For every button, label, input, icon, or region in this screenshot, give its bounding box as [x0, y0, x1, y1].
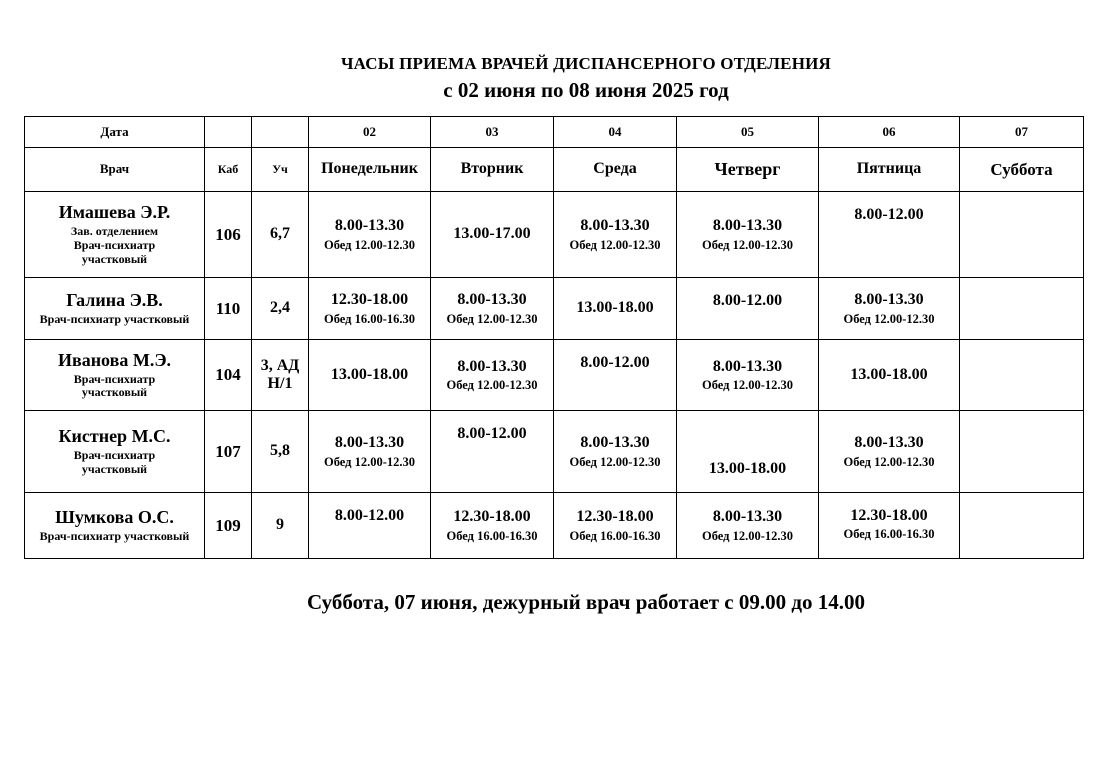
schedule-cell [431, 340, 554, 411]
schedule-cell [554, 340, 677, 411]
lunch-break: Обед 16.00-16.30 [446, 528, 538, 543]
working-hours: 8.00-13.30 [334, 434, 405, 452]
lunch-break: Обед 12.00-12.30 [701, 528, 794, 543]
cabinet-number: 106 [205, 192, 252, 278]
lunch-break: Обед 12.00-12.30 [569, 237, 661, 252]
working-hours: 13.00-18.00 [330, 365, 409, 383]
document-title: ЧАСЫ ПРИЕМА ВРАЧЕЙ ДИСПАНСЕРНОГО ОТДЕЛЕНИЯ [340, 54, 832, 73]
schedule-cell [431, 493, 554, 559]
schedule-cell [309, 493, 431, 559]
doctor-row [25, 340, 1084, 411]
schedule-cell [819, 340, 960, 411]
lunch-break: Обед 12.00-12.30 [446, 378, 538, 392]
schedule-cell [960, 192, 1084, 278]
section-number: 6,7 [252, 192, 309, 278]
doctor-row [25, 493, 1084, 559]
doctor-role: Зав. отделением [70, 224, 159, 239]
working-hours: 13.00-18.00 [850, 365, 928, 383]
section-header: Уч [252, 148, 309, 192]
weekday-cell: Среда [554, 148, 677, 192]
lunch-break: Обед 12.00-12.30 [701, 237, 794, 252]
lunch-break: Обед 12.00-12.30 [843, 311, 935, 326]
working-hours: 8.00-13.30 [712, 508, 783, 526]
date-cell: 07 [960, 117, 1084, 148]
doctor-role: участковый [81, 385, 148, 400]
working-hours: 8.00-12.00 [712, 292, 783, 309]
lunch-break: Обед 12.00-12.30 [843, 454, 935, 469]
lunch-break: Обед 12.00-12.30 [323, 454, 416, 469]
doctor-role: Врач-психиатр [73, 237, 156, 252]
schedule-cell [819, 192, 960, 278]
weekday-cell: Пятница [819, 148, 960, 192]
schedule-cell [819, 493, 960, 559]
working-hours: 13.00-18.00 [708, 459, 787, 477]
empty-header-cell [205, 117, 252, 148]
doctor-role: участковый [81, 251, 148, 266]
schedule-cell [677, 411, 819, 493]
doctor-cell [25, 493, 205, 559]
empty-header-cell [252, 117, 309, 148]
date-row [25, 117, 1084, 148]
working-hours: 8.00-13.30 [712, 217, 783, 235]
doctor-role: Врач-психиатр [73, 371, 156, 386]
lunch-break: Обед 16.00-16.30 [843, 527, 935, 542]
working-hours: 8.00-12.00 [457, 425, 527, 442]
working-hours: 12.30-18.00 [453, 508, 531, 526]
weekday-cell: Понедельник [309, 148, 431, 192]
schedule-cell [309, 192, 431, 278]
section-number: 2,4 [252, 278, 309, 340]
section-number: 3, АДН/1 [252, 340, 309, 411]
working-hours: 8.00-13.30 [457, 357, 527, 375]
doctor-row [25, 192, 1084, 278]
date-header: Дата [25, 117, 205, 148]
lunch-break: Обед 12.00-12.30 [569, 454, 661, 469]
schedule-cell [431, 192, 554, 278]
working-hours: 8.00-13.30 [334, 217, 405, 235]
date-cell: 02 [309, 117, 431, 148]
lunch-break: Обед 12.00-12.30 [701, 378, 794, 392]
weekday-row [25, 148, 1084, 192]
doctor-name: Галина Э.В. [66, 290, 163, 311]
doctor-cell [25, 192, 205, 278]
doctor-role: Врач-психиатр [73, 448, 156, 463]
schedule-cell [960, 340, 1084, 411]
doctor-row [25, 411, 1084, 493]
doctor-cell [25, 278, 205, 340]
date-cell: 03 [431, 117, 554, 148]
schedule-cell [431, 278, 554, 340]
doctor-role: участковый [81, 461, 148, 476]
cab-header: Каб [205, 148, 252, 192]
weekday-cell: Суббота [960, 148, 1084, 192]
working-hours: 8.00-13.30 [854, 434, 924, 452]
schedule-cell [677, 493, 819, 559]
date-cell: 05 [677, 117, 819, 148]
doctor-name: Кистнер М.С. [58, 426, 171, 447]
doctor-header: Врач [25, 148, 205, 192]
schedule-cell [960, 493, 1084, 559]
schedule-cell [677, 278, 819, 340]
schedule-cell [554, 493, 677, 559]
weekday-cell: Вторник [431, 148, 554, 192]
lunch-break: Обед 16.00-16.30 [569, 528, 661, 543]
doctor-name: Имашева Э.Р. [58, 202, 171, 223]
doctor-role: Врач-психиатр участковый [39, 311, 190, 326]
working-hours: 8.00-13.30 [580, 217, 650, 235]
saturday-duty-note: Суббота, 07 июня, дежурный врач работает с 09.00 до 14.00 [307, 590, 865, 614]
lunch-break: Обед 16.00-16.30 [323, 311, 416, 326]
schedule-cell [960, 411, 1084, 493]
schedule-cell [677, 192, 819, 278]
schedule-cell [431, 411, 554, 493]
weekday-cell: Четверг [677, 148, 819, 192]
doctor-cell [25, 411, 205, 493]
schedule-cell [554, 411, 677, 493]
working-hours: 8.00-13.30 [712, 357, 783, 375]
cabinet-number: 109 [205, 493, 252, 559]
schedule-cell [309, 278, 431, 340]
working-hours: 12.30-18.00 [576, 508, 654, 526]
schedule-cell [554, 192, 677, 278]
working-hours: 12.30-18.00 [850, 507, 928, 524]
schedule-cell [309, 340, 431, 411]
working-hours: 13.00-18.00 [576, 299, 654, 317]
schedule-cell [554, 278, 677, 340]
doctor-name: Шумкова О.С. [55, 507, 174, 528]
working-hours: 8.00-12.00 [580, 354, 650, 371]
working-hours: 8.00-12.00 [854, 206, 924, 223]
doctor-role: Врач-психиатр участковый [39, 528, 190, 543]
working-hours: 8.00-13.30 [580, 434, 650, 452]
date-cell: 06 [819, 117, 960, 148]
lunch-break: Обед 12.00-12.30 [446, 311, 538, 326]
cabinet-number: 110 [205, 278, 252, 340]
schedule-cell [309, 411, 431, 493]
date-cell: 04 [554, 117, 677, 148]
working-hours: 13.00-17.00 [453, 225, 531, 243]
document-period: с 02 июня по 08 июня 2025 год [443, 78, 729, 102]
working-hours: 12.30-18.00 [330, 291, 409, 309]
schedule-cell [960, 278, 1084, 340]
schedule-cell [677, 340, 819, 411]
doctor-rows [25, 192, 1084, 559]
working-hours: 8.00-12.00 [334, 507, 405, 524]
doctor-name: Иванова М.Э. [57, 349, 172, 370]
working-hours: 8.00-13.30 [854, 291, 924, 309]
doctor-cell [25, 340, 205, 411]
section-number: 9 [252, 493, 309, 559]
schedule-cell [819, 278, 960, 340]
doctor-row [25, 278, 1084, 340]
cabinet-number: 107 [205, 411, 252, 493]
schedule-table [24, 116, 1084, 559]
lunch-break: Обед 12.00-12.30 [323, 237, 416, 252]
cabinet-number: 104 [205, 340, 252, 411]
working-hours: 8.00-13.30 [457, 291, 527, 309]
schedule-cell [819, 411, 960, 493]
section-number: 5,8 [252, 411, 309, 493]
